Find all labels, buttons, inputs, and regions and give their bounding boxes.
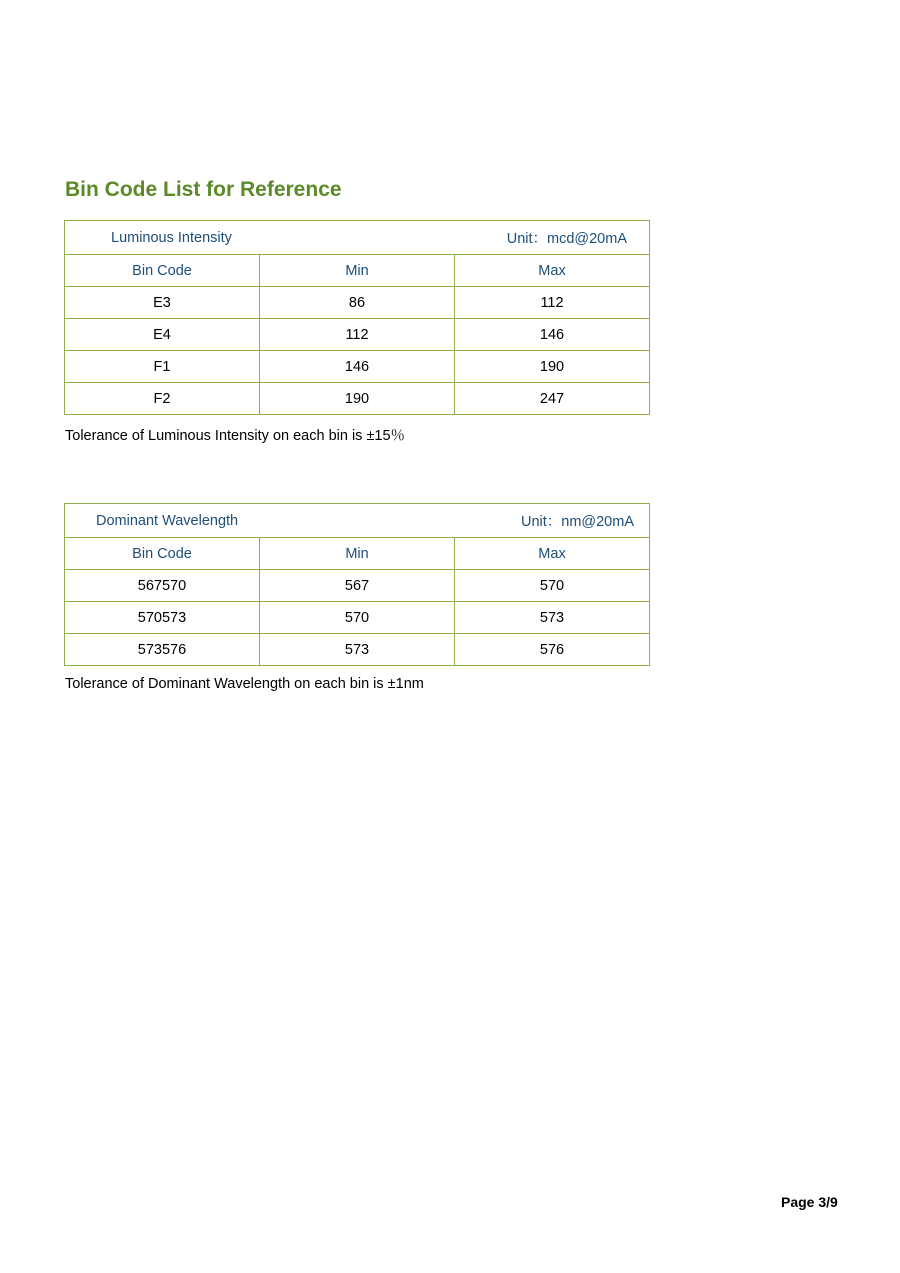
column-header-row — [65, 538, 650, 570]
table-cell: 573576 — [65, 634, 260, 666]
table-cell: 190 — [455, 351, 650, 383]
dominant-wavelength-table — [64, 503, 650, 666]
unit-label: Unit：mcd@20mA — [506, 231, 627, 247]
table-row — [65, 383, 650, 415]
table-cell: 567570 — [65, 570, 260, 602]
table-label: Dominant Wavelength — [96, 512, 239, 529]
column-header: Min — [260, 255, 455, 287]
table-cell: 567 — [260, 570, 455, 602]
page-title: Bin Code List for Reference — [65, 178, 342, 201]
luminous-tolerance-note: Tolerance of Luminous Intensity on each bin is ±15％ — [65, 428, 406, 444]
column-header: Min — [260, 538, 455, 570]
table-cell: 112 — [455, 287, 650, 319]
table-cell: F2 — [65, 383, 260, 415]
table-row — [65, 570, 650, 602]
table-cell: 146 — [260, 351, 455, 383]
table-cell: 247 — [455, 383, 650, 415]
table-row — [65, 602, 650, 634]
table-cell: 573 — [260, 634, 455, 666]
table-cell: E4 — [65, 319, 260, 351]
table-cell: E3 — [65, 287, 260, 319]
table-cell: 112 — [260, 319, 455, 351]
table-cell: 570 — [260, 602, 455, 634]
column-header: Bin Code — [65, 255, 260, 287]
wavelength-tolerance-note: Tolerance of Dominant Wavelength on each bin is ±1nm — [65, 676, 424, 692]
column-header-row — [65, 255, 650, 287]
table-label: Luminous Intensity — [111, 229, 232, 246]
table-cell: F1 — [65, 351, 260, 383]
table-header — [65, 221, 650, 255]
table-header — [65, 504, 650, 538]
column-header: Max — [455, 538, 650, 570]
page-number: Page 3/9 — [781, 1194, 838, 1210]
table-cell: 86 — [260, 287, 455, 319]
table-cell: 190 — [260, 383, 455, 415]
table-cell: 570573 — [65, 602, 260, 634]
unit-label: Unit：nm@20mA — [520, 514, 634, 530]
table-row — [65, 319, 650, 351]
table-cell: 570 — [455, 570, 650, 602]
table-cell: 576 — [455, 634, 650, 666]
column-header: Bin Code — [65, 538, 260, 570]
table-row — [65, 634, 650, 666]
table-cell: 146 — [455, 319, 650, 351]
table-row — [65, 351, 650, 383]
table-cell: 573 — [455, 602, 650, 634]
column-header: Max — [455, 255, 650, 287]
luminous-intensity-table — [64, 220, 650, 415]
table-row — [65, 287, 650, 319]
